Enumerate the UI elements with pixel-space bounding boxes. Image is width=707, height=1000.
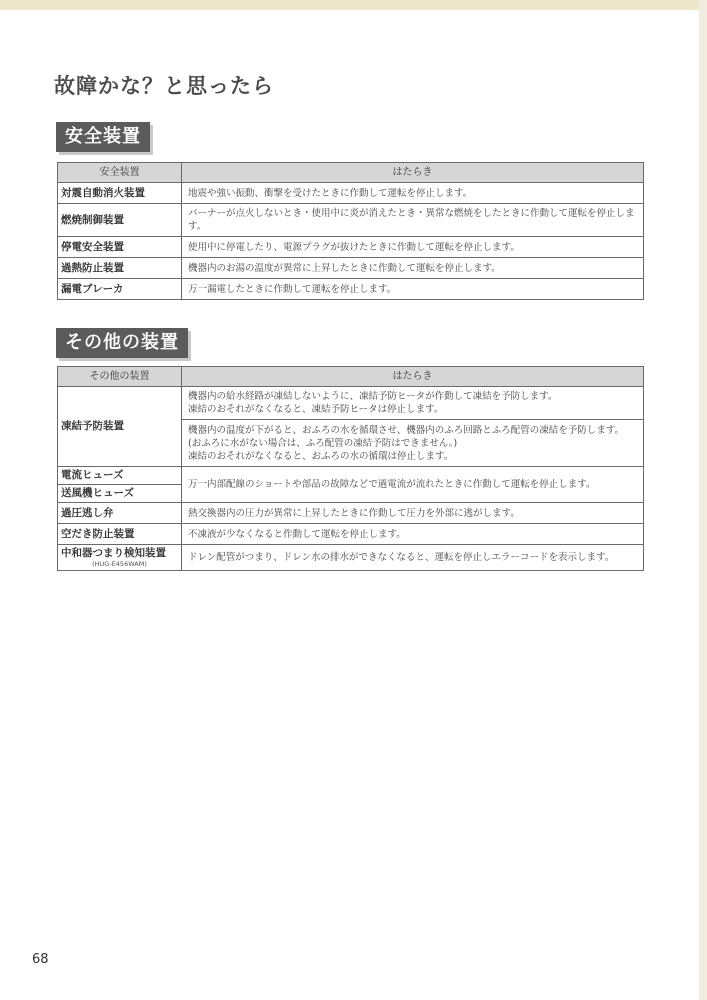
scan-right-edge — [699, 0, 707, 1000]
device-name: 凍結予防装置 — [58, 387, 182, 467]
device-function: 不凍液が少なくなると作動して運転を停止します。 — [182, 524, 644, 545]
device-function: 機器内のお湯の温度が異常に上昇したときに作動して運転を停止します。 — [182, 258, 644, 279]
table-row — [58, 237, 644, 258]
model-number: (HUG-E456WAM) — [92, 560, 147, 568]
device-name-cell — [58, 545, 182, 571]
device-name: 電流ヒューズ — [58, 467, 182, 485]
table-row — [58, 387, 644, 420]
device-function — [182, 420, 644, 467]
column-header: はたらき — [182, 367, 644, 387]
device-name: 過熱防止装置 — [58, 258, 182, 279]
page-title: 故障かな？と思ったら — [54, 74, 274, 98]
device-function: バーナーが点火しないとき・使用中に炎が消えたとき・異常な燃焼をしたときに作動して運転を停止します。 — [182, 204, 644, 237]
device-function — [182, 387, 644, 420]
device-name: 空だき防止装置 — [58, 524, 182, 545]
device-function: 万一内部配線のショートや部品の故障などで過電流が流れたときに作動して運転を停止します。 — [182, 467, 644, 503]
device-name: 燃焼制御装置 — [58, 204, 182, 237]
device-function: 使用中に停電したり、電源プラグが抜けたときに作動して運転を停止します。 — [182, 237, 644, 258]
function-line: 凍結のおそれがなくなると、凍結予防ヒータは停止します。 — [188, 404, 444, 415]
table-row — [58, 524, 644, 545]
device-name: 過圧逃し弁 — [58, 503, 182, 524]
column-header: 安全装置 — [58, 163, 182, 183]
function-line: 機器内の給水経路が凍結しないように、凍結予防ヒータが作動して凍結を予防します。 — [188, 391, 558, 402]
device-name: 中和器つまり検知装置 — [61, 547, 166, 559]
device-name: 漏電ブレーカ — [58, 279, 182, 300]
device-function: 万一漏電したときに作動して運転を停止します。 — [182, 279, 644, 300]
table-row — [58, 204, 644, 237]
other-devices-table — [57, 366, 644, 571]
table-row — [58, 467, 644, 485]
table-row — [58, 545, 644, 571]
table-row — [58, 183, 644, 204]
table-row — [58, 503, 644, 524]
safety-section-heading: 安全装置 — [56, 122, 150, 152]
device-name: 停電安全装置 — [58, 237, 182, 258]
table-row — [58, 279, 644, 300]
device-name: 送風機ヒューズ — [58, 485, 182, 503]
table-header-row — [58, 367, 644, 387]
device-name: 対震自動消火装置 — [58, 183, 182, 204]
table-header-row — [58, 163, 644, 183]
column-header: はたらき — [182, 163, 644, 183]
safety-devices-table — [57, 162, 644, 300]
other-section-heading: その他の装置 — [56, 328, 188, 358]
device-function: ドレン配管がつまり、ドレン水の排水ができなくなると、運転を停止しエラーコードを表示します。 — [182, 545, 644, 571]
page-number: 68 — [32, 952, 49, 967]
column-header: その他の装置 — [58, 367, 182, 387]
device-function: 熱交換器内の圧力が異常に上昇したときに作動して圧力を外部に逃がします。 — [182, 503, 644, 524]
function-line: 凍結のおそれがなくなると、おふろの水の循環は停止します。 — [188, 450, 454, 462]
scan-top-band — [0, 0, 707, 10]
table-row — [58, 258, 644, 279]
function-line: 機器内の温度が下がると、おふろの水を循環させ、機器内のふろ回路とふろ配管の凍結を予防します。(おふろに水がない場合は、ふろ配管の凍結予防はできません。) — [188, 424, 624, 449]
device-function: 地震や強い振動、衝撃を受けたときに作動して運転を停止します。 — [182, 183, 644, 204]
